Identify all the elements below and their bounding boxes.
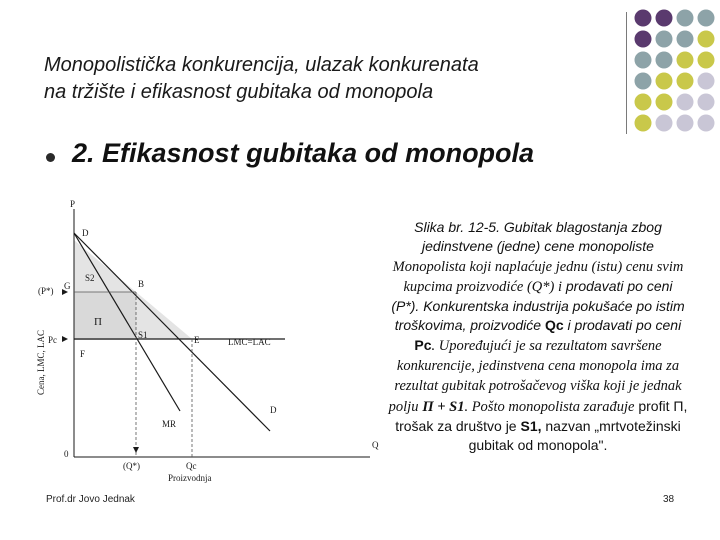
caption-text-2: prodavati po ceni (P*). Konkurentska industrija pokušaće po istim troškovima, proizvodiće (391, 277, 685, 334)
area-label-s1: S1 (138, 330, 148, 340)
decorative-dot (656, 31, 673, 48)
caption-pc: Pc (414, 336, 432, 353)
decorative-dot (656, 94, 673, 111)
qc-label: Qc (186, 461, 197, 471)
area-label-profit: Π (94, 316, 102, 328)
caption-text-1: Monopolista koji naplaćuje jednu (istu) cenu svim kupcima proizvodiće (Q*) i (392, 258, 684, 295)
decorative-dot (635, 73, 652, 90)
decorative-dot-grid (0, 0, 720, 140)
profit-area (74, 292, 136, 339)
caption-text-4: . Upoređujući je sa rezultatom savršene konkurencije, jedinstvena cena monopola ima za rezultat gubitak potrošačevog viška koji je jednak polju (388, 337, 682, 415)
area-label-s2: S2 (85, 273, 95, 283)
caption-pi-s1: Π + S1 (422, 398, 465, 415)
decorative-dot (698, 52, 715, 69)
point-label-d-top: D (82, 228, 89, 238)
x-axis-label: Q (372, 440, 379, 450)
caption-text-6: , trošak za društvo je (395, 397, 688, 434)
decorative-dot (698, 94, 715, 111)
caption-title: Slika br. 12-5. Gubitak blagostanja zbog jedinstvene (jedne) cene monopoliste (414, 219, 662, 255)
page-number: 38 (663, 494, 675, 505)
slide-title-line-2: na tržište i efikasnost gubitaka od monopola (44, 81, 434, 103)
decorative-dot (635, 10, 652, 27)
monopoly-price-label: (P*) (38, 286, 54, 296)
decorative-dot (656, 10, 673, 27)
footer-author: Prof.dr Jovo Jednak (46, 494, 135, 505)
cost-curve-label: LMC=LAC (228, 337, 271, 347)
y-axis-label: P (70, 199, 76, 209)
x-axis-title: Proizvodnja (168, 473, 212, 483)
decorative-dot (656, 73, 673, 90)
decorative-dot (698, 31, 715, 48)
figure-caption (388, 218, 688, 456)
decorative-dot (656, 52, 673, 69)
decorative-dot (677, 115, 694, 132)
q-star-arrow-icon (133, 447, 139, 453)
point-label-f: F (80, 349, 86, 359)
point-label-g: G (64, 281, 71, 291)
q-star-label: (Q*) (123, 461, 140, 471)
caption-profit: profit Π (638, 397, 684, 414)
point-label-b: B (138, 279, 145, 289)
caption-text-7: nazvan „mrtvotežinski gubitak od monopola". (468, 417, 681, 454)
decorative-dot (635, 31, 652, 48)
decorative-dot (677, 31, 694, 48)
decorative-dot (677, 94, 694, 111)
caption-text-3: i prodavati po ceni (567, 317, 682, 334)
decorative-dot (677, 10, 694, 27)
origin-label: 0 (64, 449, 69, 459)
point-label-mr: MR (162, 419, 177, 429)
decorative-dot (698, 10, 715, 27)
bullet-icon (46, 153, 55, 162)
section-heading: 2. Efikasnost gubitaka od monopola (72, 138, 535, 168)
competitive-price-label: Pc (48, 335, 57, 345)
decorative-dot (635, 52, 652, 69)
decorative-dot (635, 94, 652, 111)
caption-s1: S1, (520, 417, 542, 434)
decorative-dot (656, 115, 673, 132)
monopoly-welfare-diagram (30, 195, 380, 515)
point-label-e: E (194, 335, 200, 345)
decorative-dot (698, 115, 715, 132)
decorative-dot (698, 73, 715, 90)
decorative-dot (677, 73, 694, 90)
decorative-dot (677, 52, 694, 69)
caption-qc: Qc (544, 317, 564, 334)
caption-body (388, 257, 688, 456)
slide-title-line-1: Monopolistička konkurencija, ulazak konkurenata (44, 54, 479, 76)
decorative-dot (635, 115, 652, 132)
caption-text-5: . Pošto monopolista zarađuje (464, 398, 635, 415)
y-axis-title: Cena, LMC, LAC (36, 330, 46, 395)
pc-arrow-icon (62, 336, 68, 342)
point-label-d-demand: D (270, 405, 277, 415)
